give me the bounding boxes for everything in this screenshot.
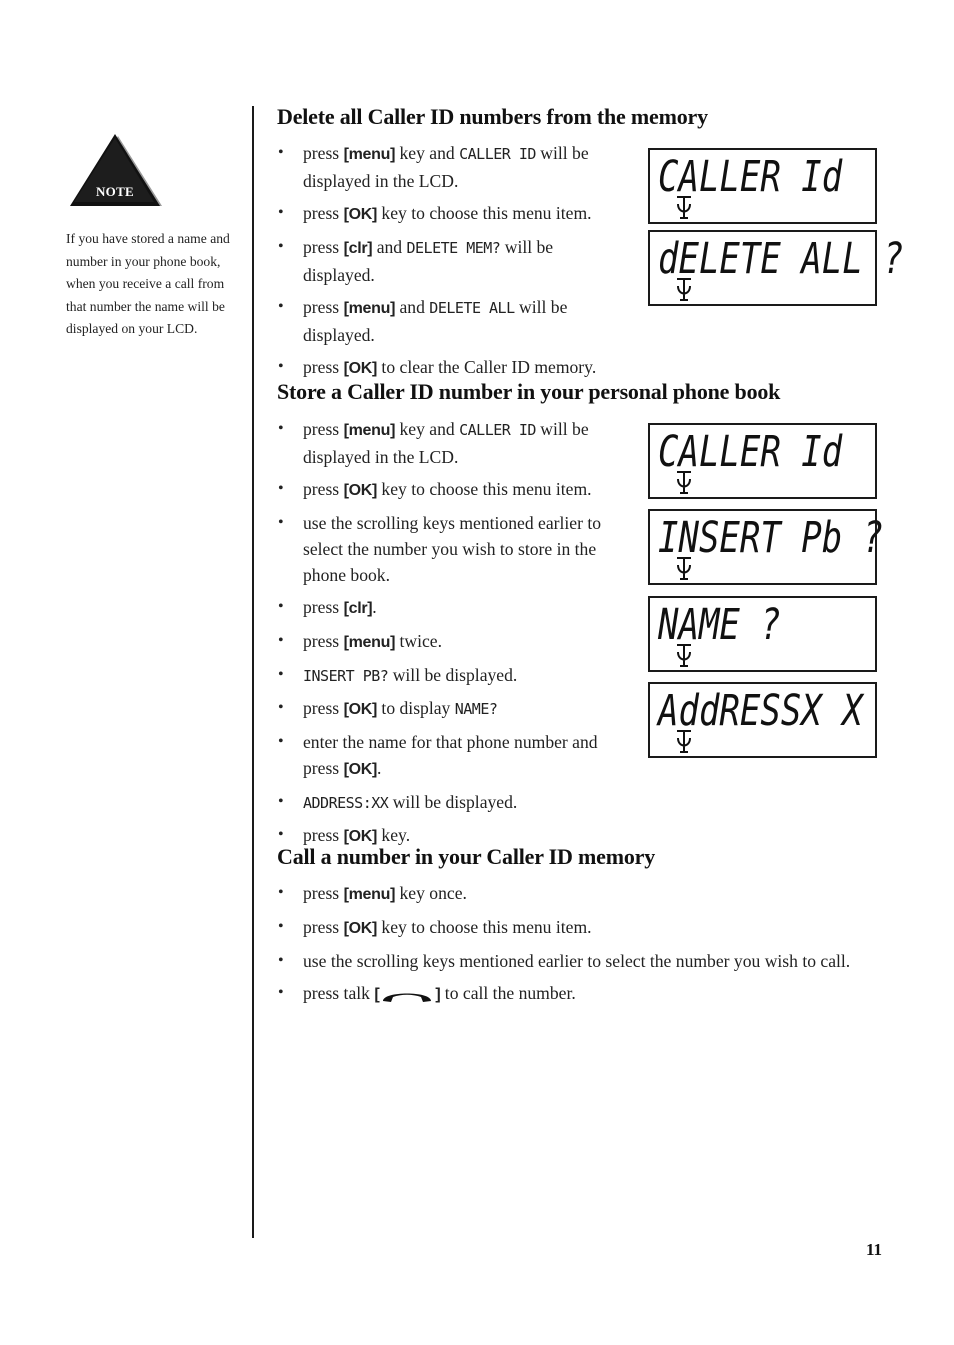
antenna-icon xyxy=(674,276,694,302)
note-label: NOTE xyxy=(95,184,135,199)
lcd-screen-name: NAME ? xyxy=(648,596,877,672)
list-item: • press [OK] to clear the Caller ID memory. xyxy=(277,354,627,382)
list-item: • press [menu] twice. xyxy=(277,628,627,656)
lcd-screen-caller-id: CALLER Id xyxy=(648,148,877,224)
section-title-store: Store a Caller ID number in your personal phone book xyxy=(277,379,781,404)
section-title-call: Call a number in your Caller ID memory xyxy=(277,844,656,869)
delete-all-steps xyxy=(277,140,627,382)
list-item: • press [menu] key once. xyxy=(277,880,917,908)
list-item: • enter the name for that phone number and press [OK]. xyxy=(277,729,627,783)
list-item: • press [OK] key to choose this menu item. xyxy=(277,476,627,504)
antenna-icon xyxy=(674,194,694,220)
list-item: • INSERT PB? will be displayed. xyxy=(277,662,627,689)
antenna-icon xyxy=(674,555,694,581)
list-item: • press [OK] to display NAME? xyxy=(277,695,627,723)
list-item: • press [menu] and DELETE ALL will be displayed. xyxy=(277,294,627,348)
list-item: • press [menu] key and CALLER ID will be displayed in the LCD. xyxy=(277,416,627,470)
page-number: 11 xyxy=(866,1240,883,1259)
list-item: • press [OK] key to choose this menu item. xyxy=(277,914,917,942)
list-item: • use the scrolling keys mentioned earlier to select the number you wish to store in the phone book. xyxy=(277,510,627,588)
phone-handset-icon xyxy=(379,986,435,1004)
antenna-icon xyxy=(674,469,694,495)
column-divider xyxy=(252,106,254,1238)
list-item: • press [clr] and DELETE MEM? will be displayed. xyxy=(277,234,627,288)
list-item: • use the scrolling keys mentioned earlier to select the number you wish to call. xyxy=(277,948,917,974)
list-item: • press [menu] key and CALLER ID will be displayed in the LCD. xyxy=(277,140,627,194)
list-item: • ADDRESS:XX will be displayed. xyxy=(277,789,627,816)
list-item: • press [OK] key. xyxy=(277,822,627,850)
lcd-screen-address: AddRESSX X xyxy=(648,682,877,758)
note-text: If you have stored a name and number in your phone book, when you receive a call from that number the name will be displayed on your LCD. xyxy=(66,231,230,337)
antenna-icon xyxy=(674,642,694,668)
store-steps xyxy=(277,416,627,850)
lcd-screen-caller-id-2: CALLER Id xyxy=(648,423,877,499)
list-item: • press [OK] key to choose this menu item. xyxy=(277,200,627,228)
antenna-icon xyxy=(674,728,694,754)
section-title-delete-all: Delete all Caller ID numbers from the memory xyxy=(277,104,708,129)
list-item: • press talk [ ] to call the number. xyxy=(277,980,917,1008)
list-item: • press [clr]. xyxy=(277,594,627,622)
call-steps xyxy=(277,880,917,1008)
lcd-screen-delete-all: dELETE ALL ? xyxy=(648,230,877,306)
lcd-screen-insert-pb: INSERT Pb ? xyxy=(648,509,877,585)
